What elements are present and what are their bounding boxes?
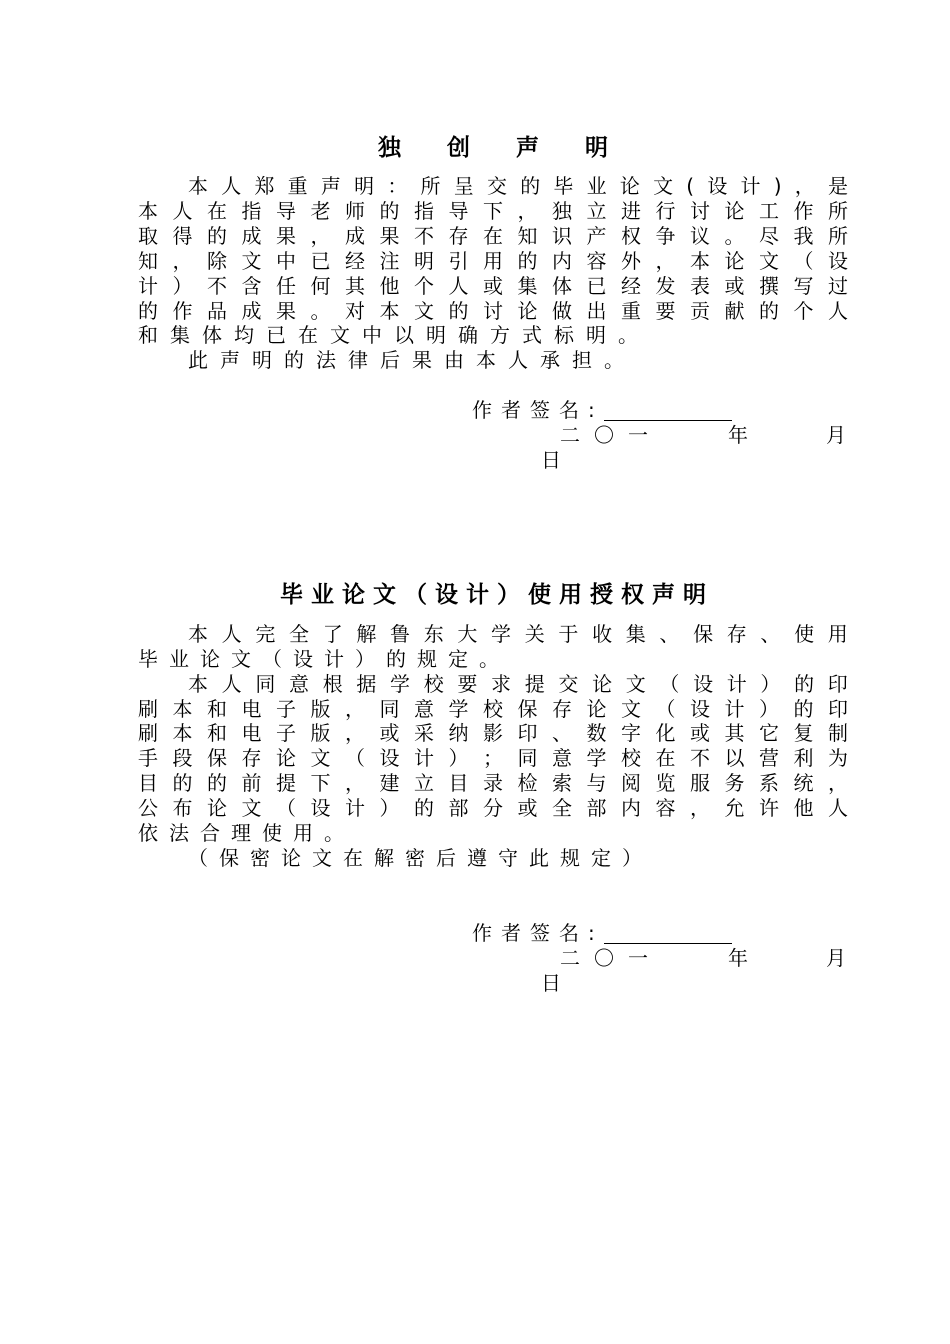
paragraph-line: 刷 本 和 电 子 版 ， 或 采 纳 影 印 、 数 字 化 或 其 它 复 制 — [138, 721, 848, 745]
authorization-declaration-title: 毕业论文（设计）使用授权声明 — [280, 582, 714, 608]
paragraph-line: 刷 本 和 电 子 版 ， 同 意 学 校 保 存 论 文 （ 设 计 ） 的 印 — [138, 697, 848, 721]
originality-declaration-title: 独 创 声 明 — [377, 135, 628, 161]
signature-line[interactable] — [604, 400, 732, 421]
date-day-label: 日 — [541, 971, 561, 995]
date-year-label: 年 — [728, 423, 748, 447]
paragraph-line: 本 人 完 全 了 解 鲁 东 大 学 关 于 收 集 、 保 存 、 使 用 — [188, 622, 848, 646]
paragraph-line: 取 得 的 成 果 ， 成 果 不 存 在 知 识 产 权 争 议 。 尽 我 所 — [138, 224, 848, 248]
paragraph-line: 本 人 在 指 导 老 师 的 指 导 下 ， 独 立 进 行 讨 论 工 作 所 — [138, 199, 848, 223]
signature-line[interactable] — [604, 923, 732, 944]
paragraph-line: 公 布 论 文 （ 设 计 ） 的 部 分 或 全 部 内 容 ， 允 许 他 人 — [138, 796, 848, 820]
date-day-label: 日 — [541, 448, 561, 472]
paragraph-line: 计 ） 不 含 任 何 其 他 个 人 或 集 体 已 经 发 表 或 撰 写 过 — [138, 274, 848, 298]
date-prefix: 二〇一 — [560, 423, 662, 447]
date-prefix: 二〇一 — [560, 946, 662, 970]
signature-row — [472, 921, 732, 945]
paragraph-line: 此 声 明 的 法 律 后 果 由 本 人 承 担 。 — [188, 348, 624, 372]
signature-label: 作者签名: — [472, 398, 604, 422]
date-row — [560, 946, 848, 970]
paragraph-line: 目 的 的 前 提 下 ， 建 立 目 录 检 索 与 阅 览 服 务 系 统 ， — [138, 771, 848, 795]
paragraph-line: 依 法 合 理 使 用 。 — [138, 821, 344, 845]
paragraph-line: 毕 业 论 文 （ 设 计 ） 的 规 定 。 — [138, 647, 499, 671]
paragraph-line: 手 段 保 存 论 文 （ 设 计 ） ； 同 意 学 校 在 不 以 营 利 为 — [138, 746, 848, 770]
paragraph-line: 本 人 同 意 根 据 学 校 要 求 提 交 论 文 （ 设 计 ） 的 印 — [188, 672, 848, 696]
paragraph-line: 本 人 郑 重 声 明 ： 所 呈 交 的 毕 业 论 文 ( 设 计 ) ， 是 — [188, 174, 848, 198]
paragraph-line: 的 作 品 成 果 。 对 本 文 的 讨 论 做 出 重 要 贡 献 的 个 人 — [138, 299, 848, 323]
paragraph-line: （ 保 密 论 文 在 解 密 后 遵 守 此 规 定 ） — [188, 846, 642, 870]
date-row — [560, 423, 848, 447]
paragraph-line: 知 ， 除 文 中 已 经 注 明 引 用 的 内 容 外 ， 本 论 文 （ 设 — [138, 249, 848, 273]
date-month-label: 月 — [826, 423, 846, 447]
signature-label: 作者签名: — [472, 921, 604, 945]
signature-row — [472, 398, 732, 422]
date-month-label: 月 — [826, 946, 846, 970]
date-year-label: 年 — [728, 946, 748, 970]
paragraph-line: 和 集 体 均 已 在 文 中 以 明 确 方 式 标 明 。 — [138, 323, 638, 347]
